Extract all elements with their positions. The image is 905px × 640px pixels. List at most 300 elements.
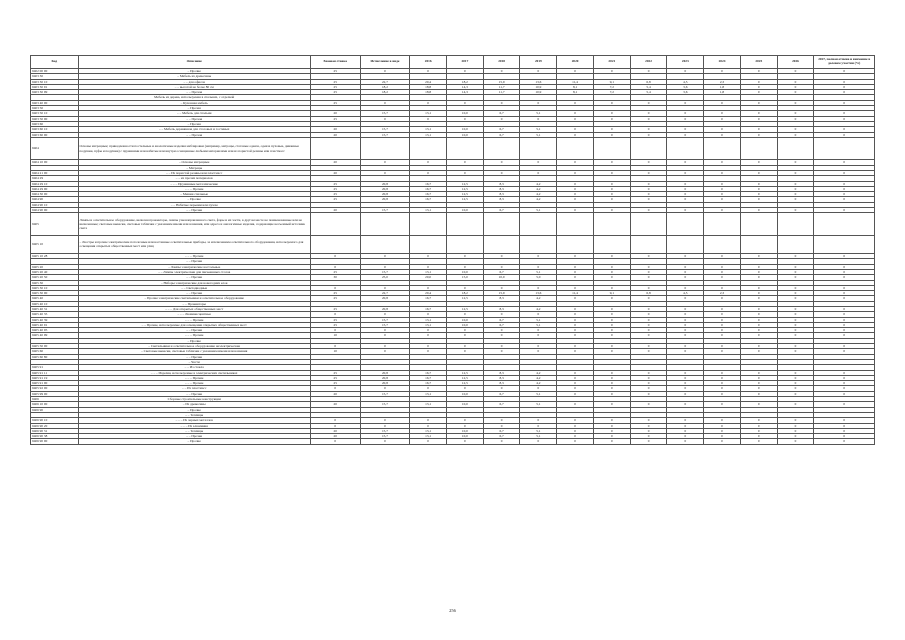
rate-cell: 0 (814, 391, 875, 396)
rate-cell: 11,4 (557, 79, 594, 84)
rate-cell (777, 235, 814, 253)
tariff-code-cell: 9404 90 90 (31, 208, 79, 213)
rate-cell: 0 (667, 423, 704, 428)
description-cell: – Кухонная мебель (78, 100, 310, 105)
rate-cell: 0 (410, 333, 447, 338)
rate-cell: 0 (630, 423, 667, 428)
rate-cell: 22,7 (360, 291, 410, 296)
rate-cell: 0 (520, 69, 557, 74)
rate-cell: 0 (593, 269, 630, 274)
rate-cell: 0 (593, 192, 630, 197)
rate-cell: 0 (310, 328, 360, 333)
description-cell: Основы матрацные; принадлежности постельные и аналогичные изделия меблировки (например, матрацы, стеганые одеяла, одеяла пуховые, диванные подушки, пуфы и подушки) с пружинами или набитые или внутри оснащенные любыми материалами или из пористой резины или пластмасс (78, 137, 310, 160)
description-cell: – – Прочие (78, 291, 310, 296)
rate-cell: 0 (704, 100, 741, 105)
rate-cell: 0 (520, 349, 557, 354)
rate-cell: 0 (667, 370, 704, 375)
rate-cell: 0 (630, 306, 667, 311)
rate-cell: 0 (593, 116, 630, 121)
rate-cell: 0 (593, 391, 630, 396)
rate-cell: 0 (777, 349, 814, 354)
description-cell: – Прочая (78, 106, 310, 111)
rate-cell: 0 (630, 428, 667, 433)
rate-cell: 5,1 (520, 322, 557, 327)
rate-cell: 0 (814, 370, 875, 375)
rate-cell: 0 (630, 402, 667, 407)
rate-cell: 25 (310, 375, 360, 380)
description-cell: – – Прочие (78, 208, 310, 213)
rate-cell: 0 (667, 317, 704, 322)
rate-cell: 4,5 (667, 291, 704, 296)
rate-cell: 0 (630, 386, 667, 391)
rate-cell: 0 (740, 370, 777, 375)
rate-cell: 0 (814, 349, 875, 354)
description-cell: – – Набитые перьями или пухом (78, 202, 310, 207)
rate-cell: 0 (310, 285, 360, 290)
rate-cell: 11,4 (557, 291, 594, 296)
rate-cell: 0 (557, 285, 594, 290)
rate-cell: 0 (814, 208, 875, 213)
tariff-code-cell: 9405 30 (31, 280, 79, 285)
rate-cell: 0 (630, 375, 667, 380)
rate-cell: 0 (740, 264, 777, 269)
rate-cell: 0 (557, 370, 594, 375)
rate-cell: 0 (360, 349, 410, 354)
rate-cell: 0 (667, 344, 704, 349)
column-header: 2022 (630, 56, 667, 69)
rate-cell (704, 235, 741, 253)
rate-cell: 15,7 (360, 322, 410, 327)
rate-cell: 25 (310, 296, 360, 301)
rate-cell: 0 (593, 381, 630, 386)
rate-cell: 0 (777, 333, 814, 338)
description-cell: – – – Прочие (78, 333, 310, 338)
rate-cell: 0 (667, 69, 704, 74)
rate-cell: 0 (447, 418, 484, 423)
description-cell: – – Теплицы (78, 412, 310, 417)
description-cell: Мебель из дерева, используемая в спальнях, с отделкой (78, 95, 310, 100)
description-cell: – – – Прочие (78, 186, 310, 191)
rate-cell: 0 (740, 208, 777, 213)
rate-cell: 0 (667, 306, 704, 311)
rate-cell: 0 (360, 386, 410, 391)
rate-cell: 0 (310, 264, 360, 269)
rate-cell: 0 (777, 370, 814, 375)
rate-cell: 13,1 (410, 111, 447, 116)
rate-cell: 0 (777, 434, 814, 439)
rate-cell: 0 (310, 439, 360, 444)
rate-cell: 0 (740, 296, 777, 301)
rate-cell: 0 (667, 181, 704, 186)
rate-cell: 0 (557, 344, 594, 349)
rate-cell: 5,0 (520, 275, 557, 280)
rate-cell: 12,5 (447, 370, 484, 375)
rate-cell: 13,6 (520, 291, 557, 296)
rate-cell (557, 235, 594, 253)
rate-cell: 0 (360, 170, 410, 175)
rate-cell: 10,0 (447, 132, 484, 137)
rate-cell: 0 (814, 375, 875, 380)
rate-cell: 0 (667, 160, 704, 165)
rate-cell: 0 (557, 428, 594, 433)
rate-cell: 0 (814, 186, 875, 191)
tariff-code-cell: 9406 90 (31, 407, 79, 412)
rate-cell: 15,7 (360, 402, 410, 407)
rate-cell: 13,1 (410, 391, 447, 396)
rate-cell: 0 (704, 349, 741, 354)
rate-cell: 0 (704, 375, 741, 380)
rate-cell: 0 (483, 170, 520, 175)
rate-cell: 0 (814, 254, 875, 259)
rate-cell: 10,0 (447, 111, 484, 116)
rate-cell: 0 (777, 132, 814, 137)
rate-cell: 4,2 (520, 197, 557, 202)
rate-cell: 10 (310, 349, 360, 354)
column-header: 2025 (740, 56, 777, 69)
rate-cell: 25 (310, 291, 360, 296)
rate-cell: 10,0 (447, 317, 484, 322)
rate-cell: 5,1 (520, 208, 557, 213)
tariff-code-cell: 9404 29 10 (31, 181, 79, 186)
tariff-code-cell: 9403 60 90 (31, 132, 79, 137)
description-cell: – – – Прочие (78, 254, 310, 259)
rate-cell: 0 (593, 111, 630, 116)
rate-cell: 0 (814, 84, 875, 89)
rate-cell (483, 213, 520, 236)
rate-cell: 0 (704, 312, 741, 317)
rate-cell: 16,7 (410, 197, 447, 202)
rate-cell: 25 (310, 306, 360, 311)
rate-cell: 0 (557, 181, 594, 186)
rate-cell: 8,3 (483, 197, 520, 202)
rate-cell: 20,8 (360, 296, 410, 301)
tariff-code-cell: 9406 90 20 (31, 423, 79, 428)
rate-cell: 0 (777, 254, 814, 259)
rate-cell: 0 (740, 100, 777, 105)
rate-cell: 0 (814, 439, 875, 444)
rate-cell: 0 (360, 328, 410, 333)
rate-cell: 13,1 (410, 434, 447, 439)
tariff-code-cell: 9406 90 31 (31, 428, 79, 433)
rate-cell: 0 (777, 375, 814, 380)
rate-cell: 0 (814, 181, 875, 186)
tariff-code-cell: 9404 29 (31, 176, 79, 181)
rate-cell: 0 (520, 170, 557, 175)
rate-cell: 0 (667, 349, 704, 354)
rate-cell: 0 (704, 197, 741, 202)
rate-cell: 20,8 (360, 192, 410, 197)
rate-cell (630, 137, 667, 160)
rate-cell: 0 (667, 275, 704, 280)
column-header: Исчисление в виде (360, 56, 410, 69)
rate-cell: 10,0 (447, 434, 484, 439)
rate-cell: 0 (593, 344, 630, 349)
rate-cell: 0 (520, 264, 557, 269)
rate-cell: 0 (777, 100, 814, 105)
rate-cell: 0 (557, 160, 594, 165)
tariff-code-cell: 9405 40 91 (31, 322, 79, 327)
rate-cell: 15,7 (360, 269, 410, 274)
rate-cell: 4,2 (520, 381, 557, 386)
rate-cell: 12,5 (447, 375, 484, 380)
rate-cell: 0 (310, 386, 360, 391)
description-cell: – Световые вывески, световые таблички с указанием имени или названия (78, 349, 310, 354)
rate-cell: 0 (740, 317, 777, 322)
description-cell: – – – Из черных металлов (78, 418, 310, 423)
rate-cell: 0 (667, 391, 704, 396)
rate-cell: 0 (630, 132, 667, 137)
rate-cell: 0 (777, 269, 814, 274)
rate-cell (360, 235, 410, 253)
tariff-code-cell: 9406 90 90 (31, 439, 79, 444)
rate-cell: 0 (667, 269, 704, 274)
tariff-code-cell: 9405 99 00 (31, 391, 79, 396)
description-cell: – – из прочих материалов (78, 176, 310, 181)
tariff-schedule-table (30, 55, 875, 445)
description-cell: – – Прочие (78, 434, 310, 439)
rate-cell: 0 (740, 328, 777, 333)
rate-cell: 0 (410, 69, 447, 74)
rate-cell: 0 (704, 111, 741, 116)
rate-cell: 6,7 (483, 322, 520, 327)
rate-cell (483, 235, 520, 253)
rate-cell: 0 (704, 160, 741, 165)
rate-cell: 0 (410, 328, 447, 333)
rate-cell: 0 (483, 439, 520, 444)
rate-cell: 0 (814, 312, 875, 317)
rate-cell: 0 (704, 428, 741, 433)
rate-cell (447, 137, 484, 160)
tariff-code-cell: 9403 50 10 (31, 111, 79, 116)
rate-cell: 0 (740, 127, 777, 132)
description-cell: – Основы матрацные (78, 160, 310, 165)
rate-cell: 16,7 (410, 381, 447, 386)
tariff-code-cell: 9402 00 00 (31, 69, 79, 74)
rate-cell: 0 (520, 100, 557, 105)
rate-cell: 0 (557, 186, 594, 191)
rate-cell: 0 (483, 116, 520, 121)
rate-cell: 0 (777, 296, 814, 301)
rate-cell: 25 (310, 317, 360, 322)
rate-cell: 6,7 (483, 132, 520, 137)
rate-cell: 0 (814, 381, 875, 386)
description-cell: – – – Прочие (78, 317, 310, 322)
rate-cell: 0 (557, 197, 594, 202)
rate-cell: 12,5 (447, 186, 484, 191)
rate-cell: 16,7 (410, 181, 447, 186)
rate-cell: 0 (814, 296, 875, 301)
tariff-code-cell: 9405 40 (31, 296, 79, 301)
rate-cell: 0 (360, 439, 410, 444)
rate-cell: 0 (593, 322, 630, 327)
description-cell: – – Из стекла (78, 365, 310, 370)
rate-cell: 20 (310, 208, 360, 213)
rate-cell: 0 (557, 254, 594, 259)
rate-cell (410, 137, 447, 160)
rate-cell (814, 235, 875, 253)
rate-cell: 9,1 (593, 291, 630, 296)
description-cell: Лампы и осветительное оборудование, включая прожекторы, лампы узконаправленного света, фары и их части, в другом месте не поименованные или не включенные; световые вывески, световые таблички с указанием имени или названия, или адреса и аналогичные изделия, содержащие несъемный источник света (78, 213, 310, 236)
rate-cell: 0 (630, 322, 667, 327)
rate-cell: 0 (777, 170, 814, 175)
rate-cell: 0 (667, 402, 704, 407)
rate-cell: 0 (360, 100, 410, 105)
rate-cell: 0 (704, 192, 741, 197)
rate-cell: 0 (667, 127, 704, 132)
rate-cell: 0 (447, 116, 484, 121)
rate-cell: 0 (814, 170, 875, 175)
rate-cell: 0 (447, 423, 484, 428)
tariff-code-cell: 9403 60 10 (31, 127, 79, 132)
tariff-code-cell: 9405 (31, 213, 79, 236)
rate-cell: 0 (777, 328, 814, 333)
rate-cell: 0 (520, 116, 557, 121)
rate-cell: 0 (740, 402, 777, 407)
rate-cell: 7,2 (593, 84, 630, 89)
rate-cell: 5,4 (630, 84, 667, 89)
rate-cell: 18,2 (447, 79, 484, 84)
rate-cell: 0 (777, 181, 814, 186)
description-cell: – Прочие (78, 407, 310, 412)
tariff-code-cell: 9403 50 90 (31, 116, 79, 121)
rate-cell: 20 (310, 402, 360, 407)
rate-cell: 0 (557, 264, 594, 269)
rate-cell: 0 (593, 386, 630, 391)
rate-cell: 0 (777, 79, 814, 84)
rate-cell: 0 (814, 116, 875, 121)
rate-cell: 0 (447, 264, 484, 269)
rate-cell: 0 (360, 344, 410, 349)
rate-cell: 15,9 (483, 291, 520, 296)
rate-cell: 0 (630, 269, 667, 274)
rate-cell: 0 (557, 402, 594, 407)
rate-cell: 6,7 (483, 434, 520, 439)
rate-cell: 0 (814, 333, 875, 338)
rate-cell: 0 (593, 402, 630, 407)
rate-cell: 18,8 (410, 84, 447, 89)
rate-cell: 0 (630, 186, 667, 191)
tariff-code-cell: 9405 30 90 (31, 291, 79, 296)
rate-cell: 13,1 (410, 322, 447, 327)
tariff-code-cell: 9404 90 10 (31, 202, 79, 207)
rate-cell: 16,7 (410, 306, 447, 311)
rate-cell: 0 (360, 254, 410, 259)
rate-cell: 6,7 (483, 127, 520, 132)
rate-cell (310, 235, 360, 253)
rate-cell: 0 (777, 275, 814, 280)
rate-cell: 0 (667, 328, 704, 333)
description-cell: – Лампы электрические настольные (78, 264, 310, 269)
tariff-code-cell: 9405 10 (31, 235, 79, 253)
rate-cell (814, 137, 875, 160)
rate-cell: 0 (704, 322, 741, 327)
rate-cell: 0 (447, 160, 484, 165)
rate-cell: 0 (593, 439, 630, 444)
rate-cell: 25 (310, 84, 360, 89)
rate-cell: 0 (447, 328, 484, 333)
description-cell: – – Прочие (78, 354, 310, 359)
tariff-code-cell: 9405 50 00 (31, 344, 79, 349)
table-row (31, 439, 875, 444)
rate-cell: 0 (704, 269, 741, 274)
rate-cell: 11,7 (483, 90, 520, 95)
rate-cell: 0 (704, 306, 741, 311)
rate-cell: 15,7 (360, 127, 410, 132)
description-cell: – – высотой не более 80 см (78, 84, 310, 89)
description-cell: – – Прочие (78, 328, 310, 333)
tariff-code-cell: 9404 29 90 (31, 186, 79, 191)
rate-cell (777, 137, 814, 160)
rate-cell: 8,3 (483, 296, 520, 301)
description-cell: – Прочие (78, 69, 310, 74)
rate-cell: 0 (557, 386, 594, 391)
rate-cell: 0 (410, 170, 447, 175)
rate-cell: 15,7 (360, 428, 410, 433)
rate-cell: 0 (814, 111, 875, 116)
rate-cell: 0 (360, 116, 410, 121)
description-cell: – Прочие (78, 338, 310, 343)
rate-cell: 0 (740, 291, 777, 296)
rate-cell: 0 (557, 423, 594, 428)
rate-cell: 13,1 (410, 428, 447, 433)
rate-cell: 0 (667, 296, 704, 301)
rate-cell: 20,4 (410, 291, 447, 296)
rate-cell: 0 (667, 208, 704, 213)
rate-cell: 0 (557, 349, 594, 354)
rate-cell: 0 (593, 328, 630, 333)
rate-cell: 0 (630, 418, 667, 423)
rate-cell: 0 (740, 285, 777, 290)
rate-cell: 0 (777, 160, 814, 165)
rate-cell: 8,3 (483, 192, 520, 197)
rate-cell: 0 (777, 428, 814, 433)
rate-cell: 0 (557, 322, 594, 327)
rate-cell: 0 (593, 370, 630, 375)
rate-cell: 0 (520, 423, 557, 428)
description-cell: – – – Из алюминия (78, 423, 310, 428)
description-cell: – Мебель из древесины (78, 74, 310, 79)
rate-cell: 0 (483, 100, 520, 105)
rate-cell: 0 (410, 254, 447, 259)
description-cell: – Прочие (78, 197, 310, 202)
rate-cell: 10,0 (447, 208, 484, 213)
rate-cell: 0 (410, 312, 447, 317)
rate-cell: 0 (447, 285, 484, 290)
tariff-code-cell: 9403 30 99 (31, 90, 79, 95)
description-cell: – – Лампы электрические для письменных столов (78, 269, 310, 274)
rate-cell: 0 (447, 349, 484, 354)
rate-cell: 6,7 (483, 402, 520, 407)
rate-cell: 20,8 (360, 375, 410, 380)
rate-cell: 20,8 (360, 306, 410, 311)
rate-cell: 15,9 (483, 79, 520, 84)
rate-cell: 0 (557, 333, 594, 338)
rate-cell: 25,0 (360, 275, 410, 280)
rate-cell: 0 (777, 84, 814, 89)
rate-cell: 0 (740, 160, 777, 165)
rate-cell: 0 (593, 317, 630, 322)
rate-cell: 14,3 (447, 90, 484, 95)
description-cell: Сборные строительные конструкции (78, 397, 310, 402)
tariff-code-cell: 9406 (31, 397, 79, 402)
rate-cell: 0 (520, 328, 557, 333)
tariff-code-cell: 9403 30 91 (31, 84, 79, 89)
tariff-code-cell: 9405 91 11 (31, 370, 79, 375)
column-header: Код (31, 56, 79, 69)
rate-cell: 0 (777, 423, 814, 428)
tariff-code-cell: 9405 10 28 (31, 254, 79, 259)
rate-cell: 20 (310, 160, 360, 165)
